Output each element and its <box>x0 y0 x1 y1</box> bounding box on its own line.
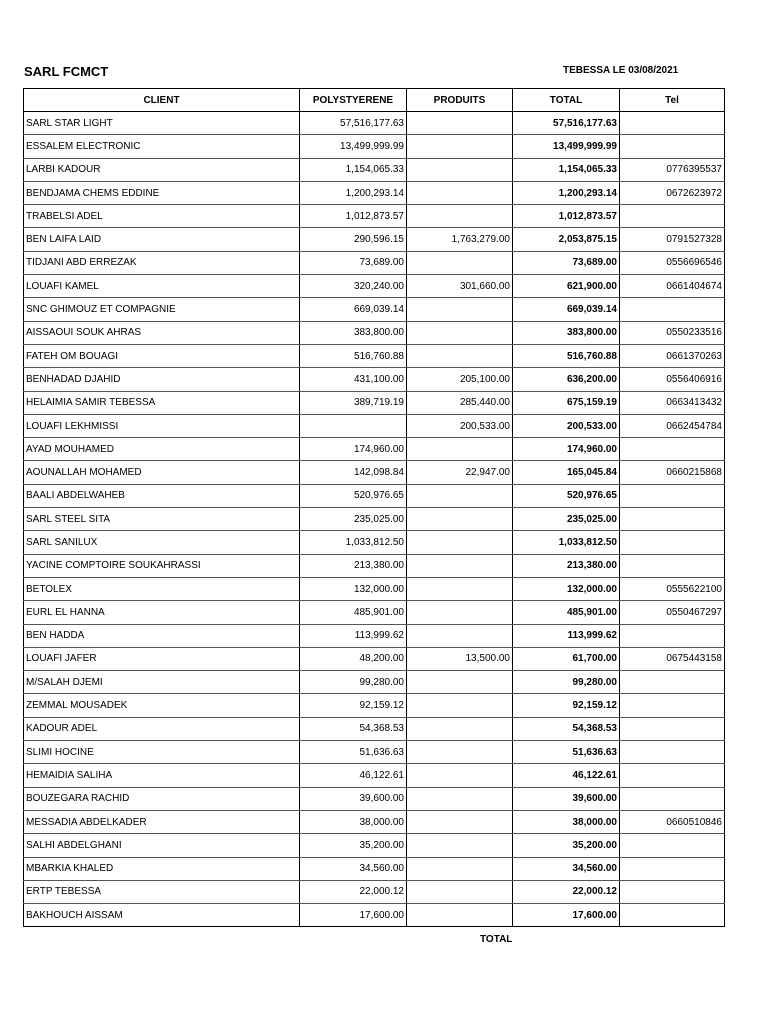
cell-produits <box>407 810 513 833</box>
cell-produits: 301,660.00 <box>407 275 513 298</box>
cell-tel <box>620 205 725 228</box>
cell-client: BENDJAMA CHEMS EDDINE <box>24 181 300 204</box>
cell-total: 61,700.00 <box>513 647 620 670</box>
table-row <box>24 764 725 787</box>
cell-produits <box>407 135 513 158</box>
cell-tel <box>620 624 725 647</box>
cell-produits: 200,533.00 <box>407 414 513 437</box>
table-row <box>24 461 725 484</box>
table-row <box>24 810 725 833</box>
cell-produits <box>407 181 513 204</box>
cell-polystyrene: 516,760.88 <box>300 344 407 367</box>
cell-polystyrene: 17,600.00 <box>300 904 407 927</box>
cell-total: 485,901.00 <box>513 601 620 624</box>
cell-polystyrene: 142,098.84 <box>300 461 407 484</box>
cell-produits <box>407 205 513 228</box>
cell-tel: 0555622100 <box>620 577 725 600</box>
cell-tel: 0663413432 <box>620 391 725 414</box>
cell-produits <box>407 554 513 577</box>
cell-polystyrene: 485,901.00 <box>300 601 407 624</box>
cell-client: EURL EL HANNA <box>24 601 300 624</box>
cell-total: 39,600.00 <box>513 787 620 810</box>
cell-client: KADOUR ADEL <box>24 717 300 740</box>
cell-tel <box>620 787 725 810</box>
cell-produits <box>407 158 513 181</box>
cell-total: 46,122.61 <box>513 764 620 787</box>
cell-polystyrene: 669,039.14 <box>300 298 407 321</box>
cell-produits <box>407 880 513 903</box>
cell-tel <box>620 834 725 857</box>
cell-tel: 0791527328 <box>620 228 725 251</box>
cell-client: FATEH OM BOUAGI <box>24 344 300 367</box>
cell-polystyrene: 13,499,999.99 <box>300 135 407 158</box>
table-row <box>24 344 725 367</box>
table-body <box>24 112 725 927</box>
cell-total: 54,368.53 <box>513 717 620 740</box>
table-row <box>24 251 725 274</box>
cell-client: LOUAFI LEKHMISSI <box>24 414 300 437</box>
cell-tel <box>620 717 725 740</box>
cell-tel <box>620 880 725 903</box>
cell-produits <box>407 694 513 717</box>
table-row <box>24 368 725 391</box>
cell-polystyrene: 290,596.15 <box>300 228 407 251</box>
cell-produits <box>407 321 513 344</box>
cell-total: 1,154,065.33 <box>513 158 620 181</box>
table-row <box>24 205 725 228</box>
table-header-row <box>24 89 725 112</box>
cell-polystyrene: 1,033,812.50 <box>300 531 407 554</box>
cell-produits <box>407 577 513 600</box>
table-row <box>24 135 725 158</box>
cell-polystyrene: 174,960.00 <box>300 438 407 461</box>
table-row <box>24 508 725 531</box>
table-row <box>24 484 725 507</box>
cell-client: ERTP TEBESSA <box>24 880 300 903</box>
cell-produits <box>407 601 513 624</box>
cell-total: 1,200,293.14 <box>513 181 620 204</box>
footer-total-label: TOTAL <box>480 934 513 945</box>
cell-client: SNC GHIMOUZ ET COMPAGNIE <box>24 298 300 321</box>
cell-produits <box>407 741 513 764</box>
cell-client: ZEMMAL MOUSADEK <box>24 694 300 717</box>
table-row <box>24 298 725 321</box>
cell-total: 675,159.19 <box>513 391 620 414</box>
cell-polystyrene: 38,000.00 <box>300 810 407 833</box>
cell-total: 73,689.00 <box>513 251 620 274</box>
table-row <box>24 787 725 810</box>
cell-produits <box>407 484 513 507</box>
cell-polystyrene: 99,280.00 <box>300 671 407 694</box>
table-row <box>24 438 725 461</box>
cell-tel: 0776395537 <box>620 158 725 181</box>
cell-client: YACINE COMPTOIRE SOUKAHRASSI <box>24 554 300 577</box>
table-row <box>24 741 725 764</box>
cell-client: SALHI ABDELGHANI <box>24 834 300 857</box>
cell-client: BAALI ABDELWAHEB <box>24 484 300 507</box>
cell-tel <box>620 554 725 577</box>
cell-total: 1,012,873.57 <box>513 205 620 228</box>
cell-polystyrene: 113,999.62 <box>300 624 407 647</box>
cell-produits <box>407 671 513 694</box>
cell-tel: 0661370263 <box>620 344 725 367</box>
cell-produits <box>407 344 513 367</box>
cell-polystyrene: 54,368.53 <box>300 717 407 740</box>
cell-polystyrene: 1,154,065.33 <box>300 158 407 181</box>
cell-tel <box>620 112 725 135</box>
column-header-polystyrene: POLYSTYERENE <box>300 89 407 112</box>
cell-client: MBARKIA KHALED <box>24 857 300 880</box>
cell-client: AOUNALLAH MOHAMED <box>24 461 300 484</box>
table-row <box>24 834 725 857</box>
company-name: SARL FCMCT <box>24 64 109 79</box>
document-date: TEBESSA LE 03/08/2021 <box>563 65 679 76</box>
cell-produits: 1,763,279.00 <box>407 228 513 251</box>
table-row <box>24 112 725 135</box>
cell-produits <box>407 764 513 787</box>
cell-client: BAKHOUCH AISSAM <box>24 904 300 927</box>
cell-polystyrene: 431,100.00 <box>300 368 407 391</box>
cell-total: 1,033,812.50 <box>513 531 620 554</box>
cell-produits <box>407 508 513 531</box>
table-row <box>24 624 725 647</box>
cell-total: 383,800.00 <box>513 321 620 344</box>
table-row <box>24 671 725 694</box>
cell-produits <box>407 624 513 647</box>
cell-total: 200,533.00 <box>513 414 620 437</box>
cell-client: SARL SANILUX <box>24 531 300 554</box>
cell-produits: 22,947.00 <box>407 461 513 484</box>
cell-total: 13,499,999.99 <box>513 135 620 158</box>
cell-total: 235,025.00 <box>513 508 620 531</box>
cell-tel: 0660510846 <box>620 810 725 833</box>
cell-tel: 0550233516 <box>620 321 725 344</box>
table-row <box>24 321 725 344</box>
cell-tel <box>620 694 725 717</box>
cell-polystyrene: 51,636.63 <box>300 741 407 764</box>
cell-tel <box>620 741 725 764</box>
cell-tel <box>620 904 725 927</box>
cell-tel <box>620 531 725 554</box>
table-row <box>24 181 725 204</box>
cell-polystyrene: 57,516,177.63 <box>300 112 407 135</box>
cell-tel: 0556696546 <box>620 251 725 274</box>
cell-client: HEMAIDIA SALIHA <box>24 764 300 787</box>
cell-client: TIDJANI ABD ERREZAK <box>24 251 300 274</box>
cell-polystyrene: 235,025.00 <box>300 508 407 531</box>
table-row <box>24 158 725 181</box>
cell-client: HELAIMIA SAMIR TEBESSA <box>24 391 300 414</box>
cell-client: M/SALAH DJEMI <box>24 671 300 694</box>
cell-polystyrene: 22,000.12 <box>300 880 407 903</box>
cell-tel <box>620 857 725 880</box>
column-header-client: CLIENT <box>24 89 300 112</box>
cell-tel <box>620 764 725 787</box>
cell-client: BOUZEGARA RACHID <box>24 787 300 810</box>
table-row <box>24 275 725 298</box>
cell-total: 636,200.00 <box>513 368 620 391</box>
cell-polystyrene: 389,719.19 <box>300 391 407 414</box>
clients-table <box>23 88 725 927</box>
cell-tel <box>620 135 725 158</box>
cell-total: 22,000.12 <box>513 880 620 903</box>
table-row <box>24 554 725 577</box>
cell-client: BEN HADDA <box>24 624 300 647</box>
cell-tel <box>620 671 725 694</box>
cell-client: BENHADAD DJAHID <box>24 368 300 391</box>
cell-produits <box>407 787 513 810</box>
cell-polystyrene: 213,380.00 <box>300 554 407 577</box>
table-row <box>24 531 725 554</box>
cell-total: 99,280.00 <box>513 671 620 694</box>
cell-produits <box>407 857 513 880</box>
cell-polystyrene: 73,689.00 <box>300 251 407 274</box>
cell-polystyrene: 92,159.12 <box>300 694 407 717</box>
cell-total: 132,000.00 <box>513 577 620 600</box>
cell-polystyrene: 1,012,873.57 <box>300 205 407 228</box>
cell-total: 57,516,177.63 <box>513 112 620 135</box>
cell-produits <box>407 298 513 321</box>
table-row <box>24 857 725 880</box>
cell-total: 113,999.62 <box>513 624 620 647</box>
cell-total: 17,600.00 <box>513 904 620 927</box>
cell-total: 213,380.00 <box>513 554 620 577</box>
table-row <box>24 694 725 717</box>
cell-total: 621,900.00 <box>513 275 620 298</box>
cell-client: TRABELSI ADEL <box>24 205 300 228</box>
cell-produits <box>407 717 513 740</box>
cell-polystyrene: 48,200.00 <box>300 647 407 670</box>
cell-client: BEN LAIFA LAID <box>24 228 300 251</box>
table-row <box>24 904 725 927</box>
column-header-produits: PRODUITS <box>407 89 513 112</box>
cell-tel: 0550467297 <box>620 601 725 624</box>
table-row <box>24 391 725 414</box>
cell-tel <box>620 298 725 321</box>
cell-tel: 0662454784 <box>620 414 725 437</box>
cell-produits <box>407 834 513 857</box>
cell-tel: 0660215868 <box>620 461 725 484</box>
cell-tel: 0661404674 <box>620 275 725 298</box>
cell-polystyrene: 520,976.65 <box>300 484 407 507</box>
cell-client: SLIMI HOCINE <box>24 741 300 764</box>
cell-polystyrene: 46,122.61 <box>300 764 407 787</box>
table-row <box>24 880 725 903</box>
column-header-total: TOTAL <box>513 89 620 112</box>
cell-tel: 0672623972 <box>620 181 725 204</box>
cell-polystyrene: 383,800.00 <box>300 321 407 344</box>
cell-client: LOUAFI KAMEL <box>24 275 300 298</box>
cell-polystyrene: 132,000.00 <box>300 577 407 600</box>
cell-produits <box>407 438 513 461</box>
cell-client: MESSADIA ABDELKADER <box>24 810 300 833</box>
cell-total: 516,760.88 <box>513 344 620 367</box>
cell-client: LARBI KADOUR <box>24 158 300 181</box>
cell-polystyrene: 1,200,293.14 <box>300 181 407 204</box>
cell-polystyrene: 34,560.00 <box>300 857 407 880</box>
cell-total: 2,053,875.15 <box>513 228 620 251</box>
cell-total: 51,636.63 <box>513 741 620 764</box>
cell-polystyrene: 320,240.00 <box>300 275 407 298</box>
table-row <box>24 228 725 251</box>
cell-total: 669,039.14 <box>513 298 620 321</box>
cell-tel: 0675443158 <box>620 647 725 670</box>
cell-client: SARL STAR LIGHT <box>24 112 300 135</box>
cell-total: 165,045.84 <box>513 461 620 484</box>
column-header-tel: Tel <box>620 89 725 112</box>
cell-tel: 0556406916 <box>620 368 725 391</box>
cell-client: BETOLEX <box>24 577 300 600</box>
cell-produits <box>407 251 513 274</box>
cell-total: 520,976.65 <box>513 484 620 507</box>
cell-produits: 205,100.00 <box>407 368 513 391</box>
cell-tel <box>620 484 725 507</box>
cell-client: AYAD MOUHAMED <box>24 438 300 461</box>
cell-produits <box>407 904 513 927</box>
cell-total: 92,159.12 <box>513 694 620 717</box>
cell-client: SARL STEEL SITA <box>24 508 300 531</box>
cell-total: 38,000.00 <box>513 810 620 833</box>
table-row <box>24 577 725 600</box>
table-row <box>24 647 725 670</box>
cell-total: 35,200.00 <box>513 834 620 857</box>
cell-produits: 285,440.00 <box>407 391 513 414</box>
cell-produits <box>407 531 513 554</box>
cell-produits: 13,500.00 <box>407 647 513 670</box>
cell-polystyrene: 39,600.00 <box>300 787 407 810</box>
cell-polystyrene <box>300 414 407 437</box>
cell-tel <box>620 508 725 531</box>
cell-client: ESSALEM ELECTRONIC <box>24 135 300 158</box>
table-row <box>24 717 725 740</box>
table-row <box>24 414 725 437</box>
cell-produits <box>407 112 513 135</box>
cell-total: 34,560.00 <box>513 857 620 880</box>
cell-client: AISSAOUI SOUK AHRAS <box>24 321 300 344</box>
cell-polystyrene: 35,200.00 <box>300 834 407 857</box>
cell-client: LOUAFI JAFER <box>24 647 300 670</box>
cell-total: 174,960.00 <box>513 438 620 461</box>
cell-tel <box>620 438 725 461</box>
table-row <box>24 601 725 624</box>
